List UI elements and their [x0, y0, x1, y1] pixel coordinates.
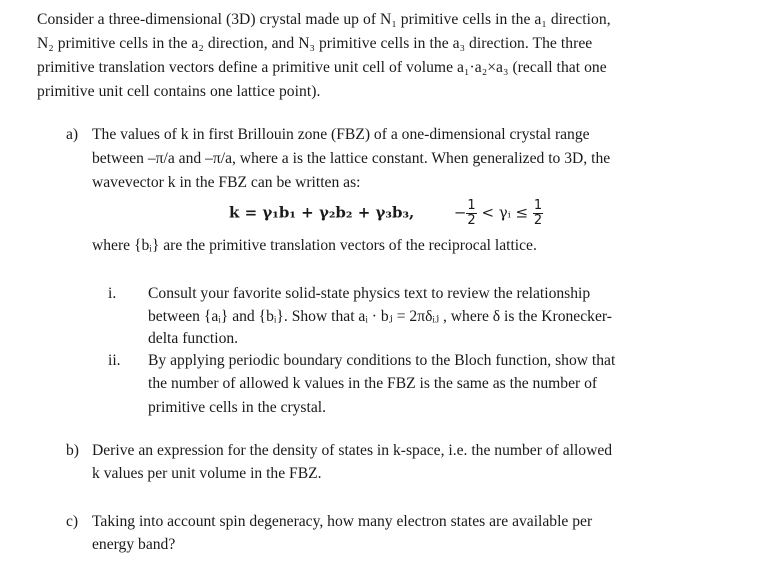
sub-ii-line-3: primitive cells in the crystal. — [148, 399, 326, 416]
upper-bound-denominator: 2 — [533, 213, 543, 228]
lower-bound-denominator: 2 — [467, 213, 476, 228]
equation-upper-bound — [533, 199, 543, 228]
part-a-after-equation: where {bᵢ} are the primitive translation vectors of the reciprocal lattice. — [92, 237, 537, 254]
equation-inequality: < γᵢ ≤ — [481, 203, 529, 222]
sub-i-line-3: delta function. — [148, 330, 239, 347]
upper-bound-numerator: 1 — [533, 198, 543, 213]
sub-ii-line-1: By applying periodic boundary conditions to the Bloch function, show that — [148, 352, 616, 369]
sub-i-line-2: between {aᵢ} and {bᵢ}. Show that aᵢ · bⱼ = 2πδᵢⱼ , where δ is the Kronecker- — [148, 308, 612, 325]
part-c-line-2: energy band? — [92, 536, 176, 553]
part-b-line-2: k values per unit volume in the FBZ. — [92, 465, 322, 482]
part-b-label: b) — [66, 442, 79, 459]
part-c-label: c) — [66, 513, 79, 530]
equation-lhs: k = γ₁b₁ + γ₂b₂ + γ₃b₃, — [229, 203, 415, 222]
lower-bound-numerator: 1 — [467, 198, 476, 213]
part-a-label: a) — [66, 126, 79, 143]
part-a-line-1: The values of k in first Brillouin zone (FBZ) of a one-dimensional crystal range — [92, 126, 590, 143]
part-b-line-1: Derive an expression for the density of states in k-space, i.e. the number of allowed — [92, 442, 613, 459]
sub-i-label: i. — [108, 285, 117, 302]
sub-ii-line-2: the number of allowed k values in the FBZ is the same as the number of — [148, 375, 598, 392]
equation-negative-sign: − — [453, 203, 467, 222]
sub-ii-label: ii. — [108, 352, 121, 369]
part-a-line-3: wavevector k in the FBZ can be written as: — [92, 174, 361, 191]
intro-line-4: primitive unit cell contains one lattice point). — [37, 83, 321, 100]
part-c-line-1: Taking into account spin degeneracy, how many electron states are available per — [92, 513, 593, 530]
sub-i-line-1: Consult your favorite solid-state physics text to review the relationship — [148, 285, 591, 302]
intro-line-3: primitive translation vectors define a primitive unit cell of volume a₁·a₂×a₃ (recall that one — [37, 59, 607, 76]
wavevector-equation — [229, 199, 543, 228]
equation-lower-bound — [466, 199, 476, 228]
intro-line-2: N₂ primitive cells in the a₂ direction, and N₃ primitive cells in the a₃ direction. The three — [37, 35, 593, 52]
intro-line-1: Consider a three-dimensional (3D) crystal made up of N₁ primitive cells in the a₁ direction, — [37, 11, 611, 28]
part-a-line-2: between –π/a and –π/a, where a is the lattice constant. When generalized to 3D, the — [92, 150, 611, 167]
